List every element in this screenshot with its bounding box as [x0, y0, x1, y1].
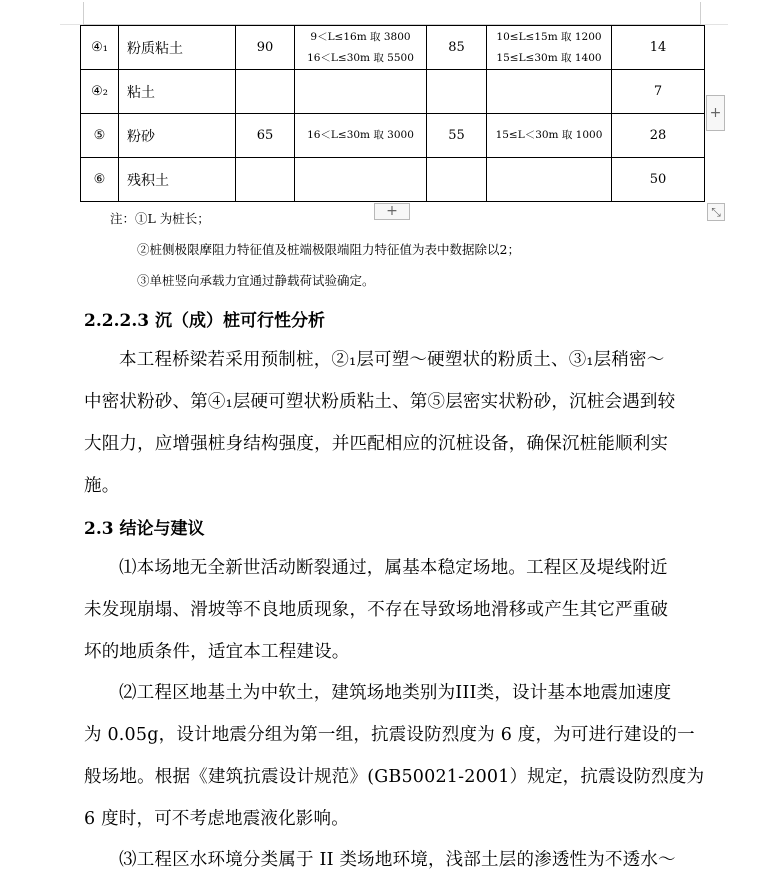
end-resistance-cell [487, 158, 612, 202]
table-row [81, 70, 705, 114]
end-resistance-cell [295, 26, 427, 70]
side-friction-value: 90 [236, 26, 295, 70]
last-column-value: 28 [612, 114, 705, 158]
paragraph-line: 6 度时，可不考虑地震液化影响。 [84, 809, 349, 829]
paragraph-line: 施。 [84, 476, 120, 496]
layer-id: ⑤ [81, 114, 119, 158]
side-friction-value [427, 70, 487, 114]
paragraph-line: 未发现崩塌、滑坡等不良地质现象，不存在导致场地滑移或产生其它严重破 [84, 600, 669, 620]
pile-parameter-table [80, 25, 705, 202]
range-line: 16＜L≤30m 取 5500 [307, 51, 414, 64]
paragraph-line: ⑴本场地无全新世活动断裂通过，属基本稳定场地。工程区及堤线附近 [119, 558, 668, 578]
end-resistance-cell [487, 26, 612, 70]
paragraph-line: ⑵工程区地基土为中软土，建筑场地类别为III类，设计基本地震加速度 [119, 683, 672, 703]
paragraph-line: ⑶工程区水环境分类属于 II 类场地环境，浅部土层的渗透性为不透水～ [119, 850, 676, 870]
side-friction-value: 65 [236, 114, 295, 158]
paragraph-line: 中密状粉砂、第④₁层硬可塑状粉质粘土、第⑤层密实状粉砂，沉桩会遇到较 [84, 392, 676, 412]
range-line: 15≤L≤30m 取 1400 [496, 51, 602, 64]
table-row [81, 26, 705, 70]
paragraph-line: 般场地。根据《建筑抗震设计规范》(GB50021-2001）规定，抗震设防烈度为 [84, 767, 705, 787]
last-column-value: 7 [612, 70, 705, 114]
section-heading-2223: 2.2.2.3 沉（成）桩可行性分析 [84, 311, 325, 331]
paragraph-line: 大阻力，应增强桩身结构强度，并匹配相应的沉桩设备，确保沉桩能顺利实 [84, 434, 669, 454]
soil-name: 残积土 [119, 158, 236, 202]
paragraph-line: 本工程桥梁若采用预制桩，②₁层可塑～硬塑状的粉质土、③₁层稍密～ [119, 350, 665, 370]
layer-id: ④₁ [81, 26, 119, 70]
table-row [81, 114, 705, 158]
end-resistance-cell: 16＜L≤30m 取 3000 [295, 114, 427, 158]
side-friction-value [236, 158, 295, 202]
paragraph-line: 为 0.05g，设计地震分组为第一组，抗震设防烈度为 6 度，为可进行建设的一 [84, 725, 695, 745]
table-note-3: ③单桩竖向承载力宜通过静载荷试验确定。 [137, 273, 375, 288]
end-resistance-cell [295, 158, 427, 202]
previous-table-fragment [83, 2, 701, 25]
table-note-2: ②桩侧极限摩阻力特征值及桩端极限端阻力特征值为表中数据除以2； [137, 242, 520, 257]
add-row-button[interactable]: + [374, 203, 410, 220]
end-resistance-cell: 15≤L＜30m 取 1000 [487, 114, 612, 158]
table-row [81, 158, 705, 202]
paragraph-line: 坏的地质条件，适宜本工程建设。 [84, 642, 350, 662]
layer-id: ⑥ [81, 158, 119, 202]
table-note-1: 注：①L 为桩长； [110, 211, 210, 226]
soil-name: 粉质粘土 [119, 26, 236, 70]
side-friction-value: 55 [427, 114, 487, 158]
range-line: 9＜L≤16m 取 3800 [310, 30, 411, 43]
table-resize-icon[interactable]: ⤡ [707, 203, 725, 221]
side-friction-value [427, 158, 487, 202]
add-column-button[interactable]: + [706, 95, 725, 131]
last-column-value: 50 [612, 158, 705, 202]
end-resistance-cell [487, 70, 612, 114]
section-heading-23: 2.3 结论与建议 [84, 519, 205, 539]
side-friction-value [236, 70, 295, 114]
side-friction-value: 85 [427, 26, 487, 70]
soil-name: 粉砂 [119, 114, 236, 158]
layer-id: ④₂ [81, 70, 119, 114]
last-column-value: 14 [612, 26, 705, 70]
end-resistance-cell [295, 70, 427, 114]
soil-name: 粘土 [119, 70, 236, 114]
range-line: 10≤L≤15m 取 1200 [496, 30, 602, 43]
